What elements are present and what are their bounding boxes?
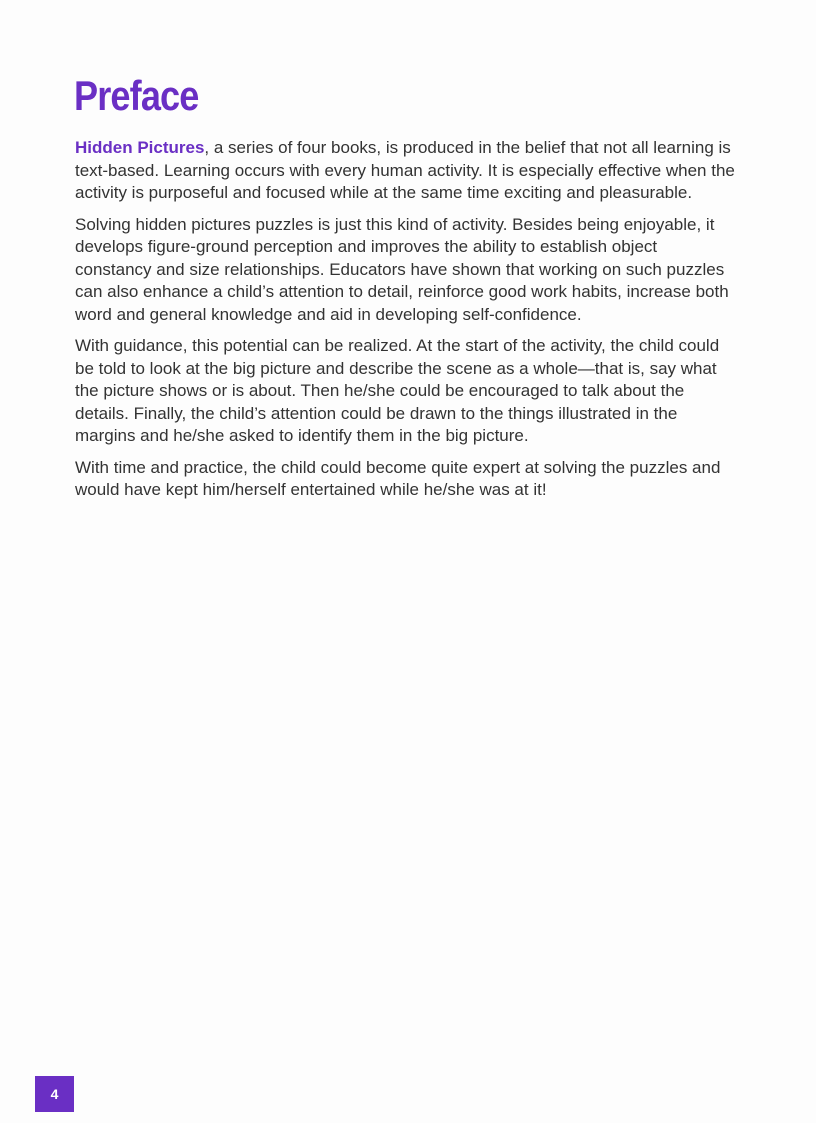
series-title-highlight: Hidden Pictures [75, 138, 205, 157]
paragraph-1 [75, 137, 735, 205]
preface-body [75, 137, 735, 511]
page-number-badge [35, 1076, 74, 1112]
paragraph-1-text: , a series of four books, is produced in the belief that not all learning is text-based. Learning occurs with every human activity. It is especially effective when the activity is purposeful and focused while at the same time exciting and pleasurable. [75, 138, 735, 202]
page-number: 4 [50, 1086, 59, 1102]
paragraph-4: With time and practice, the child could become quite expert at solving the puzzles and would have kept him/herself entertained while he/she was at it! [75, 457, 721, 499]
paragraph-2: Solving hidden pictures puzzles is just this kind of activity. Besides being enjoyable, it develops figure-ground perception and improves the ability to establish object constancy and size relationships. Educators have shown that working on such puzzles can also enhance a child’s attention to detail, reinforce good work habits, increase both word and general knowledge and aid in developing self-confidence. [75, 214, 729, 324]
paragraph-3: With guidance, this potential can be realized. At the start of the activity, the child could be told to look at the big picture and describe the scene as a whole—that is, say what the picture shows or is about. Then he/she could be encouraged to talk about the details. Finally, the child’s attention could be drawn to the things illustrated in the margins and he/she asked to identify them in the big picture. [75, 336, 720, 445]
page-title: Preface [74, 72, 199, 119]
